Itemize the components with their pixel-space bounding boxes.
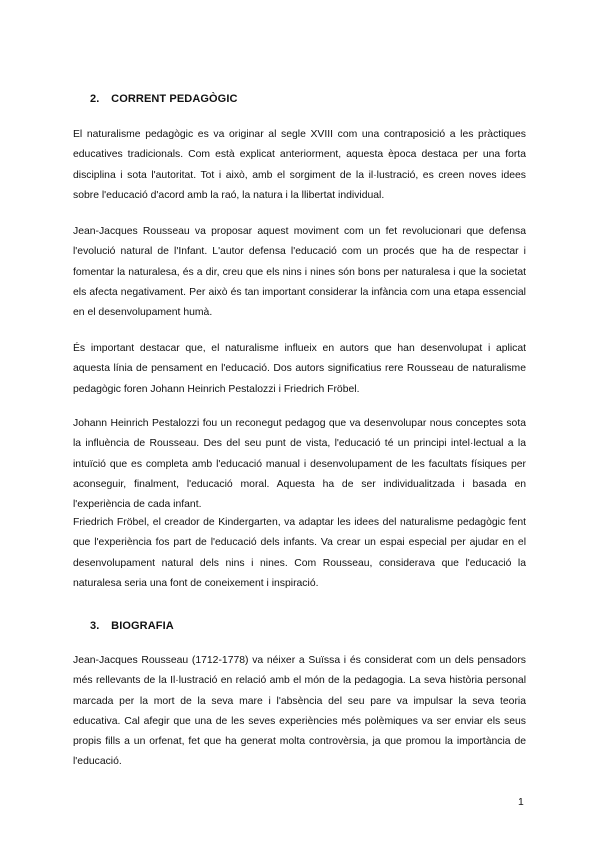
- paragraph-pestalozzi: Johann Heinrich Pestalozzi fou un reconegut pedagog que va desenvolupar nous conceptes sota la influència de Rousseau. Des del seu punt de vista, l'educació té un principi intel·lectual a la intuïció que es completa amb l'educació manual i desenvolupament de les facultats físiques per aconseguir, finalment, l'educació moral. Aquesta ha de ser individualitzada i basada en l'experiència de cada infant.: [73, 418, 526, 511]
- section-2-heading: [90, 93, 238, 105]
- section-3-title: BIOGRAFIA: [111, 620, 174, 632]
- page-number: 1: [518, 797, 524, 808]
- paragraph-biography: Jean-Jacques Rousseau (1712-1778) va néixer a Suïssa i és considerat com un dels pensadors més rellevants de la Il·lustració en relació amb el món de la pedagogia. La seva història personal marcada per la mort de la seva mare i l'absència del seu pare va impulsar la seva teoria educativa. Cal afegir que una de les seves experiències més polèmiques va ser enviar els seus propis fills a un orfenat, fet que ha generat molta controvèrsia, ja que promou la importància de l'educació.: [73, 655, 526, 768]
- paragraph-frobel: Friedrich Fröbel, el creador de Kindergarten, va adaptar les idees del naturalisme pedagògic fent que l'experiència fos part de l'educació dels infants. Va crear un espai especial per ajudar en el desenvolupament natural dels nins i nines. Com Rousseau, considerava que l'educació la naturalesa seria una font de coneixement i inspiració.: [73, 517, 526, 589]
- section-2-number: 2.: [90, 93, 100, 105]
- paragraph-rousseau-movement: Jean-Jacques Rousseau va proposar aquest moviment com un fet revolucionari que defensa l'evolució natural de l'Infant. L'autor defensa l'educació com un procés que ha de respectar i fomentar la naturalesa, és a dir, creu que els nins i nines són bons per naturalesa i que la societat els afecta negativament. Per això és tan important considerar la infància com una etapa essencial en el desenvolupament humà.: [73, 226, 526, 319]
- paragraph-naturalism-origin: El naturalisme pedagògic es va originar al segle XVIII com una contraposició a les pràctiques educatives tradicionals. Com està explicat anteriorment, aquesta època destaca per una forta disciplina i sota l'autoritat. Tot i això, amb el sorgiment de la il·lustració, es creen noves idees sobre l'educació d'acord amb la raó, la natura i la llibertat individual.: [73, 129, 526, 201]
- section-3-number: 3.: [90, 620, 100, 632]
- paragraph-naturalism-influence: És important destacar que, el naturalisme influeix en autors que han desenvolupat i aplicat aquesta línia de pensament en l'educació. Dos autors significatius rere Rousseau de naturalisme pedagògic foren Johann Heinrich Pestalozzi i Friedrich Fröbel.: [73, 343, 526, 395]
- section-2-title: CORRENT PEDAGÒGIC: [111, 93, 238, 105]
- section-3-heading: [90, 620, 174, 632]
